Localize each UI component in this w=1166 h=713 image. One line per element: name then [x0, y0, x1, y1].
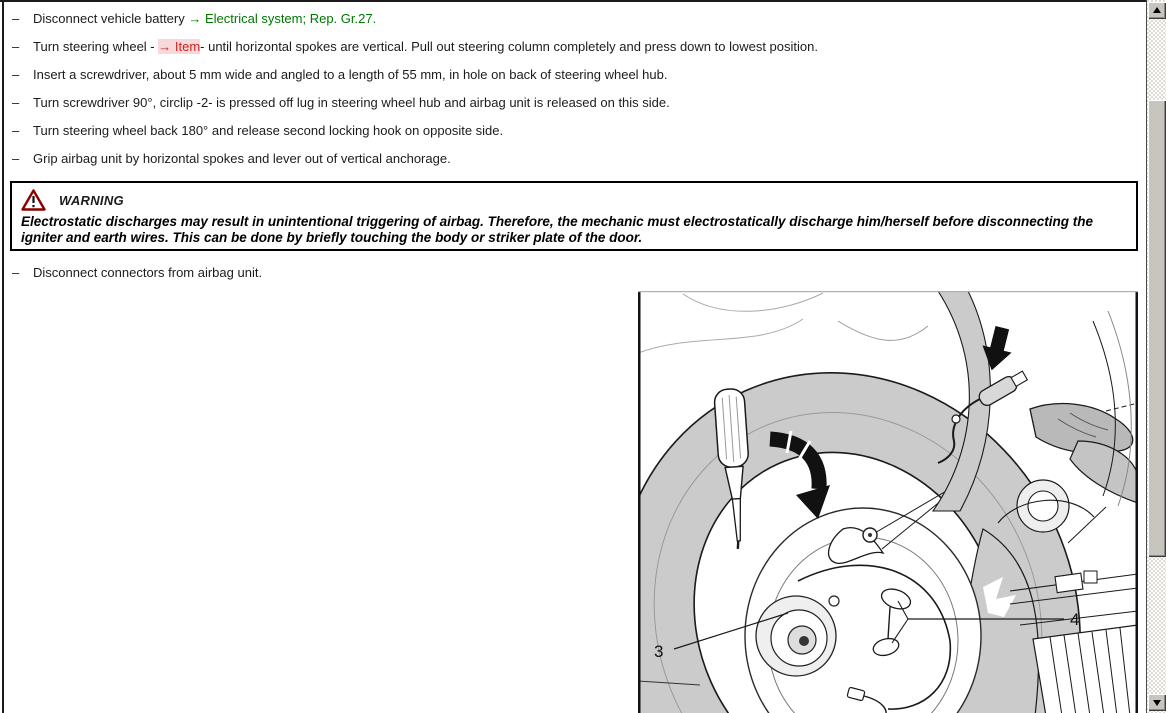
step-item: [12, 123, 503, 138]
scrollbar-thumb[interactable]: [1148, 100, 1166, 557]
warning-box: [10, 181, 1138, 251]
steering-wheel-illustration: [638, 291, 1138, 713]
step-text: Turn screwdriver 90°, circlip -2- is pressed off lug in steering wheel hub and airbag unit is released on this side.: [33, 95, 670, 110]
step-item: [12, 11, 376, 26]
figure-label-4: 4: [1070, 610, 1080, 629]
step-text: Insert a screwdriver, about 5 mm wide and angled to a length of 55 mm, in hole on back of steering wheel hub.: [33, 67, 668, 82]
step-dash: –: [12, 265, 20, 280]
step-item: [12, 39, 818, 54]
step-item: [12, 151, 451, 166]
step-dash: –: [12, 11, 20, 26]
step-text: Turn steering wheel -: [33, 39, 159, 54]
step-text: Disconnect connectors from airbag unit.: [33, 265, 263, 280]
step-text: Grip airbag unit by horizontal spokes and lever out of vertical anchorage.: [33, 151, 451, 166]
page-left-border: [2, 0, 4, 713]
figure-label-3: 3: [654, 642, 664, 661]
scroll-up-button[interactable]: [1148, 2, 1166, 19]
scrollbar[interactable]: [1146, 0, 1166, 713]
link-electrical-system[interactable]: → Electrical system; Rep. Gr.27.: [188, 11, 377, 26]
warning-text: Electrostatic discharges may result in unintentional triggering of airbag. Therefore, the mechanic must electrostatically discharge him/herself before disconnecting the igniter and earth wires. This can be done by briefly touching the body or striker plate of the door.: [21, 214, 1094, 245]
step-item: [12, 265, 262, 280]
step-dash: –: [12, 67, 20, 82]
step-text: Turn steering wheel back 180° and release second locking hook on opposite side.: [33, 123, 504, 138]
link-item-reference[interactable]: → Item: [158, 39, 201, 54]
warning-title: WARNING: [59, 192, 124, 208]
step-text: - until horizontal spokes are vertical. Pull out steering column completely and press down to lowest position.: [200, 39, 818, 54]
scroll-up-icon: [1153, 7, 1161, 13]
page-top-border: [0, 0, 1146, 2]
step-item: [12, 67, 667, 82]
warning-triangle-icon: [21, 189, 46, 211]
step-dash: –: [12, 123, 20, 138]
step-dash: –: [12, 95, 20, 110]
scroll-down-button[interactable]: [1148, 694, 1166, 711]
step-item: [12, 95, 670, 110]
steering-wheel-airbag-figure: [638, 291, 1138, 713]
step-dash: –: [12, 39, 20, 54]
warning-header: [21, 189, 124, 211]
step-dash: –: [12, 151, 20, 166]
scroll-down-icon: [1153, 700, 1161, 706]
step-text: Disconnect vehicle battery: [33, 11, 189, 26]
